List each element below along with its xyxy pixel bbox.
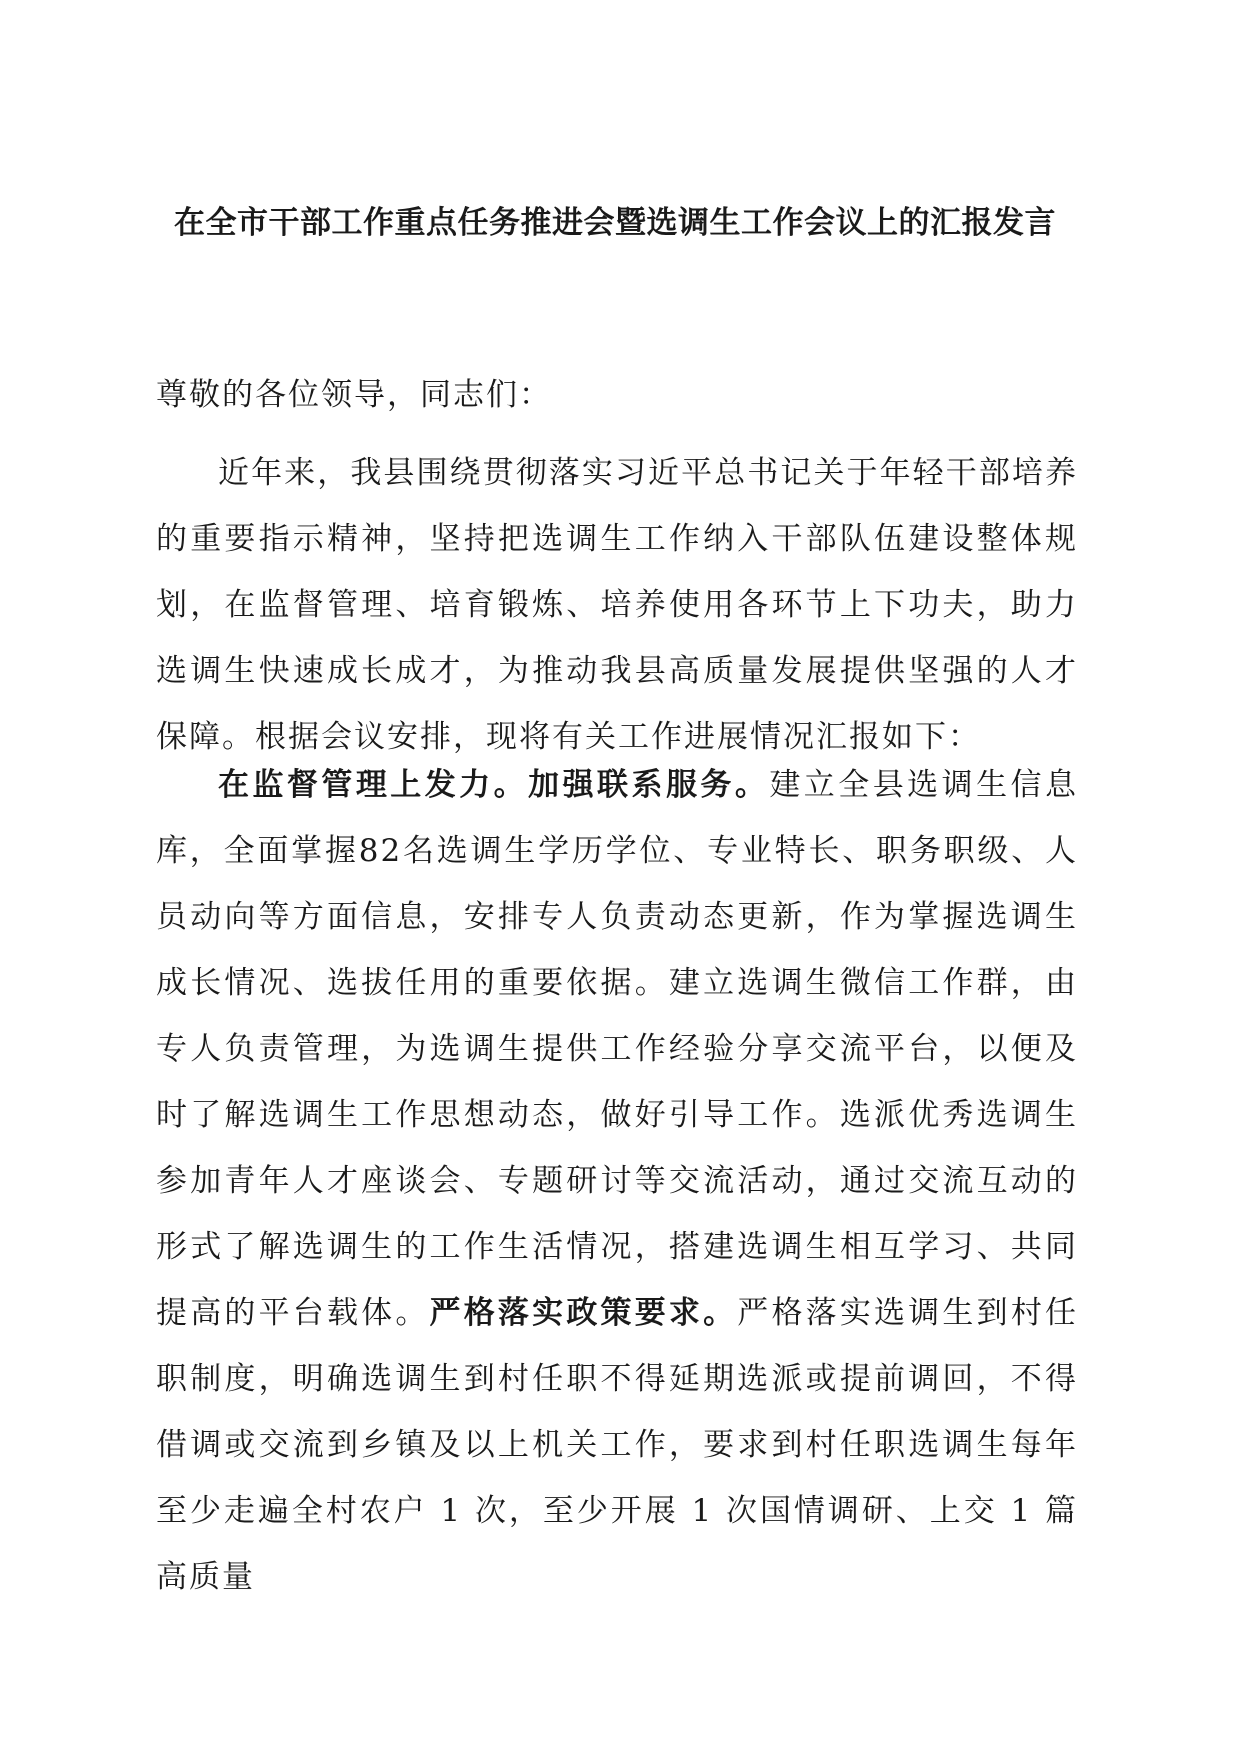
paragraph-intro: 近年来，我县围绕贯彻落实习近平总书记关于年轻干部培养的重要指示精神，坚持把选调生工作纳入干部队伍建设整体规划，在监督管理、培育锻炼、培养使用各环节上下功夫，助力选调生快速成长成才，为推动我县高质量发展提供坚强的人才保障。根据会议安排，现将有关工作进展情况汇报如下： bbox=[156, 455, 1078, 755]
paragraph-text: 严格落实选调生到村任职制度，明确选调生到村任职不得延期选派或提前调回，不得借调或交流到乡镇及以上机关工作，要求到村任职选调生每年至少走遍全村农户 1 次，至少开展 1 次国情调研、上交 1 篇高质量 bbox=[156, 1295, 1079, 1595]
section-heading: 在监督管理上发力。 bbox=[218, 767, 529, 803]
subheading-contact-service: 加强联系服务。 bbox=[528, 767, 770, 803]
salutation: 尊敬的各位领导，同志们： bbox=[156, 377, 552, 413]
paragraph-text: 建立全县选调生信息库，全面掌握82名选调生学历学位、专业特长、职务职级、人员动向等方面信息，安排专人负责动态更新，作为掌握选调生成长情况、选拔任用的重要依据。建立选调生微信工作群，由专人负责管理，为选调生提供工作经验分享交流平台，以便及时了解选调生工作思想动态，做好引导工作。选派优秀选调生参加青年人才座谈会、专题研讨等交流活动，通过交流互动的形式了解选调生的工作生活情况，搭建选调生相互学习、共同提高的平台载体。 bbox=[156, 767, 1079, 1331]
document-title: 在全市干部工作重点任务推进会暨选调生工作会议上的汇报发言 bbox=[174, 205, 1056, 241]
paragraph-supervision bbox=[156, 752, 1078, 1610]
subheading-policy-requirements: 严格落实政策要求。 bbox=[429, 1295, 738, 1331]
